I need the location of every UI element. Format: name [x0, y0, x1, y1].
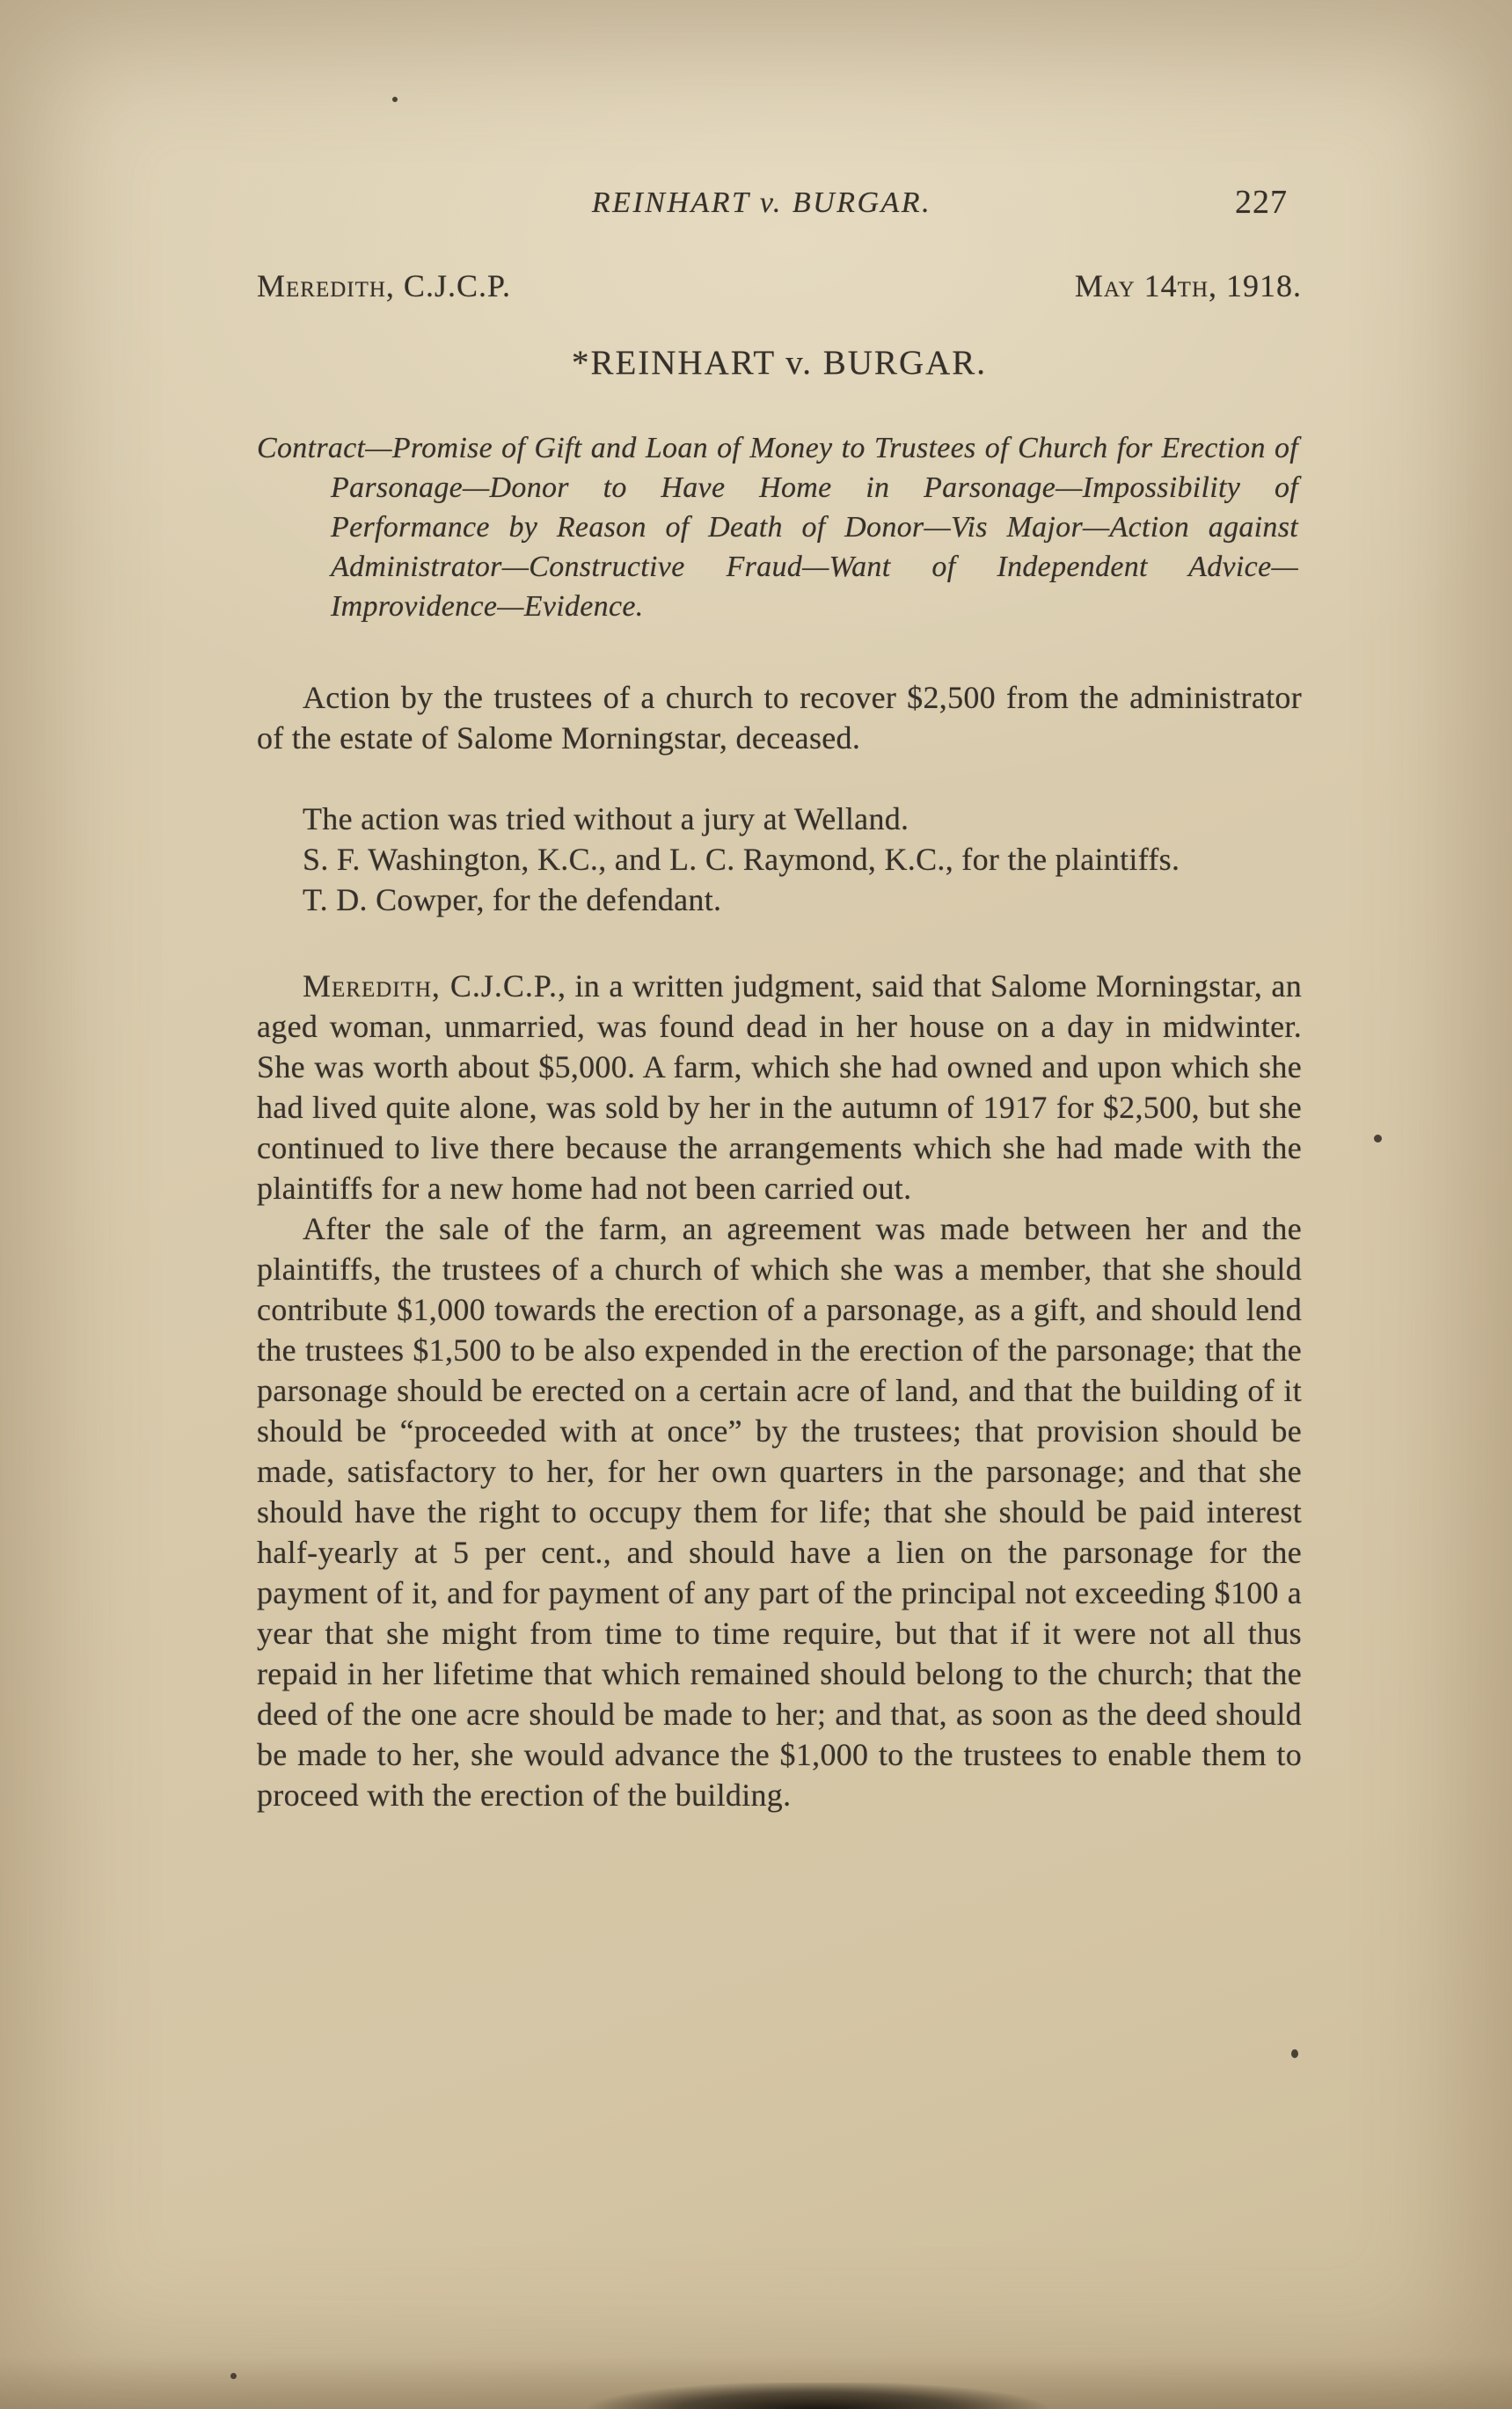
paragraph-judgment-1 [257, 966, 1302, 1208]
ink-speck [1374, 1135, 1382, 1142]
text-column [257, 0, 1302, 1815]
case-title: *REINHART v. BURGAR. [571, 344, 988, 382]
page-bottom-edge-shadow [519, 2383, 1117, 2409]
judgment-date: May 14th, 1918. [1074, 268, 1302, 303]
judge-name-line: Meredith, C.J.C.P. [257, 268, 511, 303]
running-header [257, 186, 1302, 227]
ink-speck [392, 97, 398, 102]
judgment-1-text: , in a written judgment, said that Salome Morningstar, an aged woman, unmarried, was found dead in her house on a day in midwinter. She was worth about $5,000. A farm, which she had owned and upon which she had lived quite alone, was sold by her in the autumn of 1917 for $2,500, but she continued to live there because the arrangements which she had made with the plaintiffs for a new home had not been carried out. [257, 968, 1302, 1206]
judgment-judge-name: Meredith, C.J.C.P. [303, 968, 558, 1004]
running-header-title: REINHART v. BURGAR. [591, 186, 932, 219]
paragraph-counsel-plaintiffs: S. F. Washington, K.C., and L. C. Raymond, K.C., for the plaintiffs. [303, 842, 1180, 877]
caption-row [257, 267, 1302, 304]
ink-speck [1291, 2049, 1298, 2058]
headnote: Contract—Promise of Gift and Loan of Money to Trustees of Church for Erection of Parsonage—Donor to Have Home in Parsonage—Impossibility of Performance by Reason of Death of Donor—Vis Major—Action against Administrator—Constructive Fraud—Want of Independent Advice—Improvidence—Evidence. [257, 432, 1298, 623]
paragraph-trial-venue: The action was tried without a jury at Welland. [303, 801, 909, 836]
paragraph-counsel-defendant: T. D. Cowper, for the defendant. [303, 882, 722, 917]
page-number: 227 [1235, 184, 1288, 221]
paragraph-judgment-2: After the sale of the farm, an agreement was made between her and the plaintiffs, the trustees of a church of which she was a member, that she should contribute $1,000 towards the erection of a parsonage, as a gift, and should lend the trustees $1,500 to be also expended in the erection of the parsonage; that the parsonage should be erected on a certain acre of land, and that the building of it should be “proceeded with at once” by the trustees; that provision should be made, satisfactory to her, for her own quarters in the parsonage; and that she should have the right to occupy them for life; that she should be paid interest half-yearly at 5 per cent., and should have a lien on the parsonage for the payment of it, and for payment of any part of the principal not exceeding $100 a year that she might from time to time require, but that if it were not all thus repaid in her lifetime that which remained should belong to the church; that the deed of the one acre should be made to her; and that, as soon as the deed should be made to her, she would advance the $1,000 to the trustees to enable them to proceed with the erection of the building. [257, 1211, 1302, 1813]
paragraph-action: Action by the trustees of a church to recover $2,500 from the administrator of the estate of Salome Morningstar, deceased. [257, 680, 1302, 756]
